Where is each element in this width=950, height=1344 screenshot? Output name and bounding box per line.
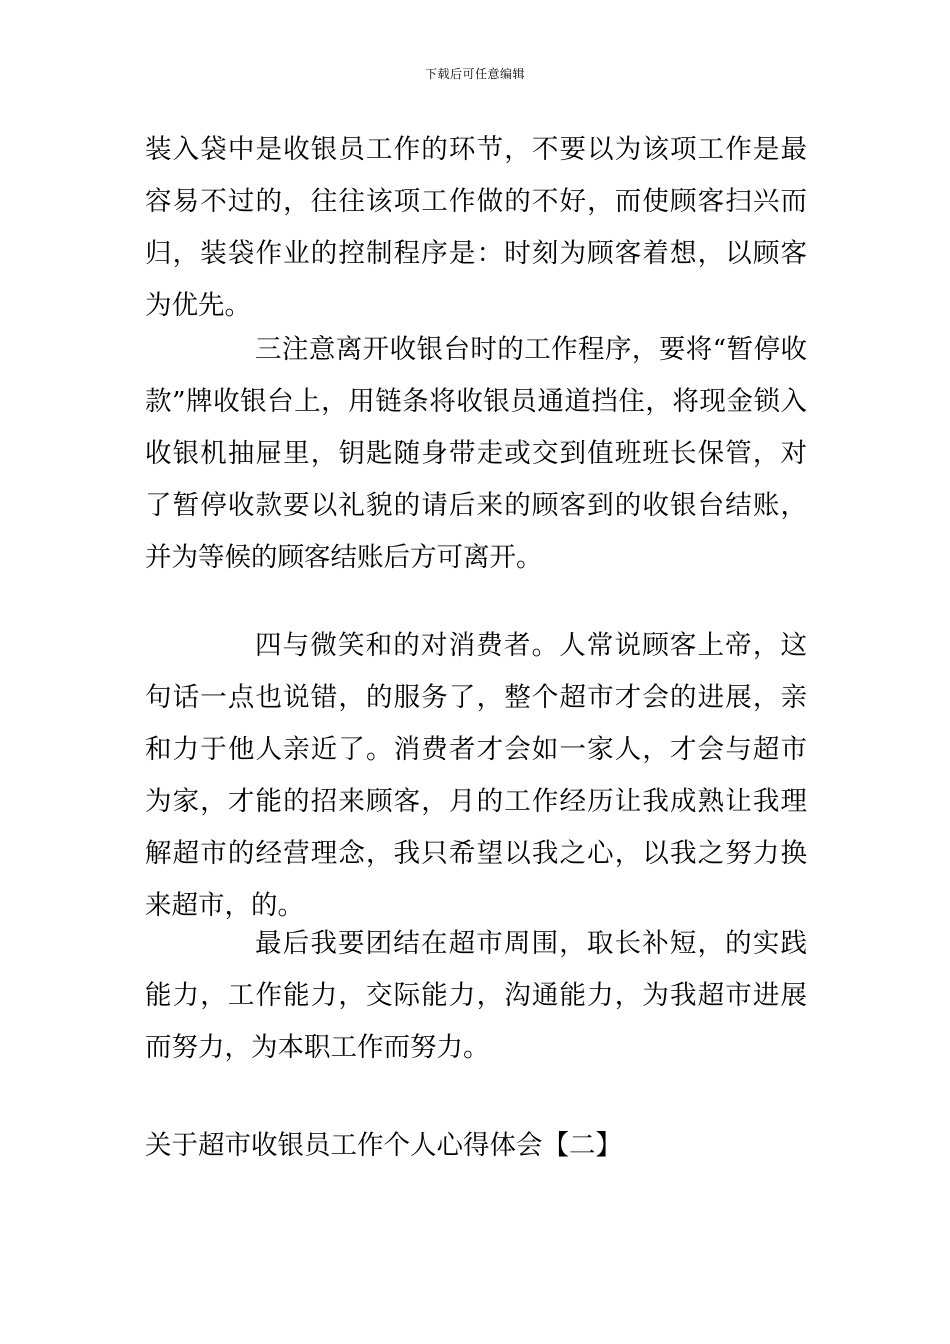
body-paragraph-3: 四与微笑和的对消费者。人常说顾客上帝，这句话一点也说错，的服务了，整个超市才会的进展，亲和力于他人亲近了。消费者才会如一家人，才会与超市为家，才能的招来顾客，月的工作经历让我成熟让我理解超市的经营理念，我只希望以我之心，以我之努力换来超市，的。 bbox=[145, 630, 807, 921]
section-heading: 关于超市收银员工作个人心得体会【二】 bbox=[145, 1130, 622, 1161]
body-paragraph-2: 三注意离开收银台时的工作程序，要将“暂停收款”牌收银台上，用链条将收银员通道挡住，将现金锁入收银机抽屉里，钥匙随身带走或交到值班班长保管，对了暂停收款要以礼貌的请后来的顾客到的收银台结账，并为等候的顾客结账后方可离开。 bbox=[145, 334, 807, 573]
page-header-note: 下载后可任意编辑 bbox=[424, 67, 525, 81]
body-paragraph-4: 最后我要团结在超市周围，取长补短，的实践能力，工作能力，交际能力，沟通能力，为我超市进展而努力，为本职工作而努力。 bbox=[145, 928, 807, 1063]
body-paragraph-1: 装入袋中是收银员工作的环节，不要以为该项工作是最容易不过的，往往该项工作做的不好，而使顾客扫兴而归，装袋作业的控制程序是：时刻为顾客着想，以顾客为优先。 bbox=[145, 134, 807, 321]
